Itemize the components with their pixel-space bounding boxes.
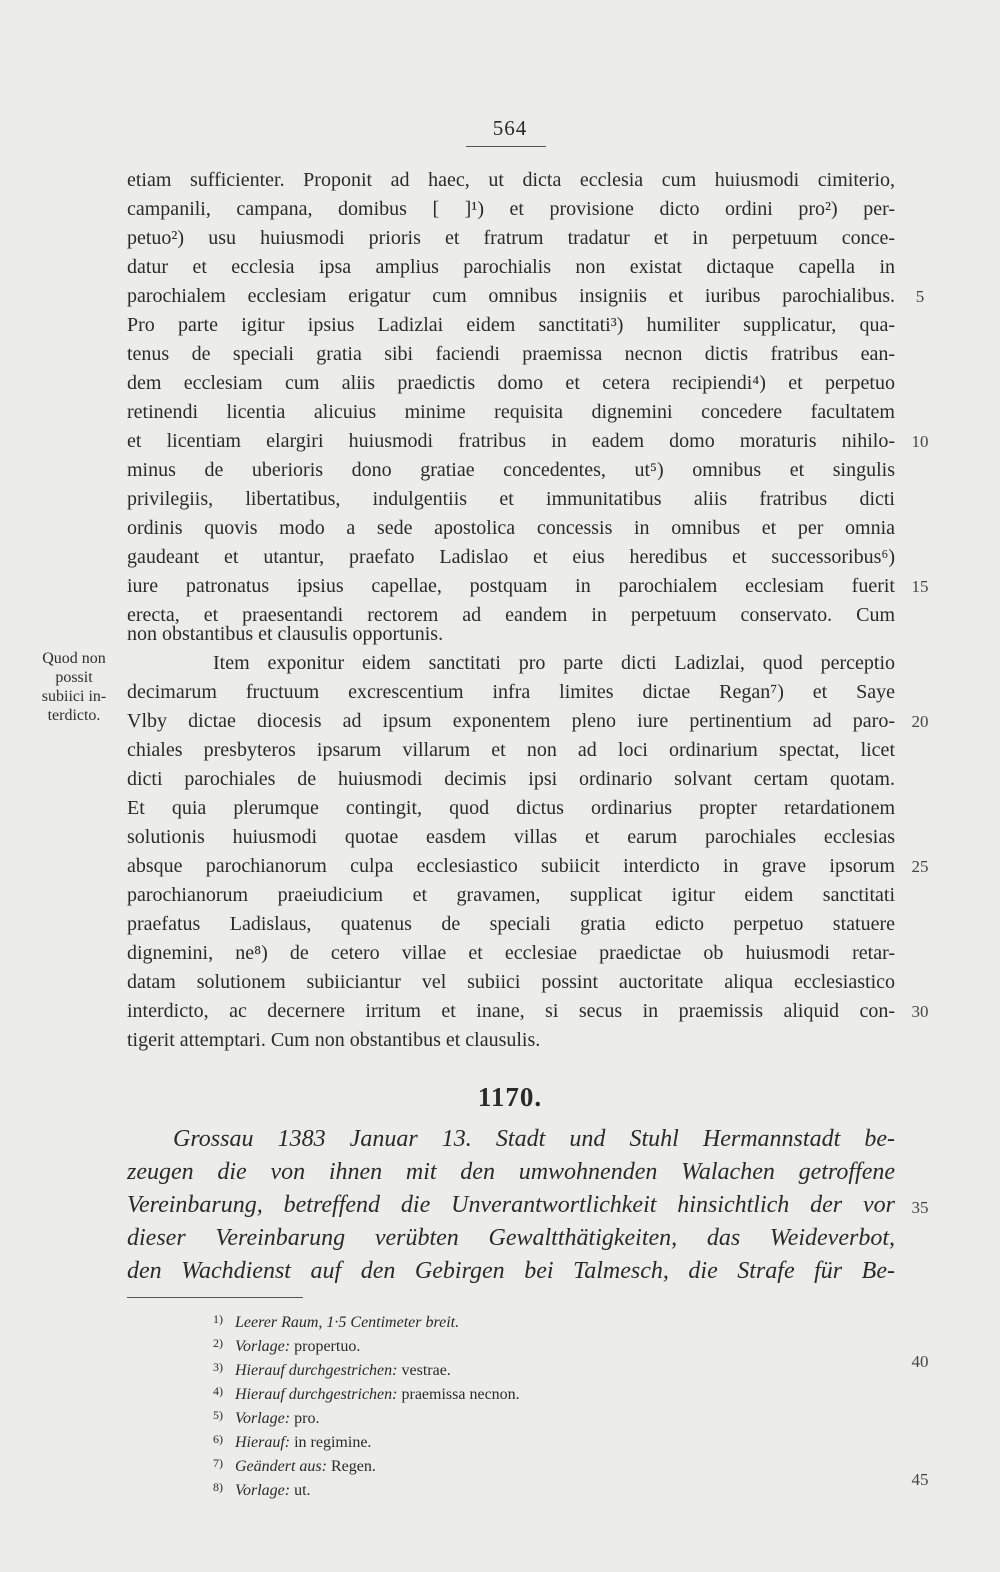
footnote-mark: 6): [213, 1432, 223, 1446]
body-line: retinendi licentia alicuius minime requisita dignemini concedere facultatem: [127, 401, 895, 423]
page-number: 564: [492, 116, 528, 140]
body-line: Item exponitur eidem sanctitati pro parte dicti Ladizlai, quod perceptio: [213, 652, 895, 674]
line-number: 30: [911, 1002, 929, 1021]
footnote-text: propertuo.: [294, 1338, 361, 1355]
footnote-text: pro.: [294, 1410, 320, 1427]
footnote: [213, 1403, 813, 1427]
line-number: 25: [911, 857, 929, 876]
line-number: 15: [911, 577, 929, 596]
footnote-mark: 3): [213, 1360, 223, 1374]
line-number: 5: [915, 287, 925, 306]
body-line: interdicto, ac decernere irritum et inane, si secus in praemissis aliquid con-: [127, 1000, 895, 1022]
body-line: non obstantibus et clausulis opportunis.: [127, 623, 444, 645]
footnote-mark: 2): [213, 1336, 223, 1350]
body-line: tigerit attemptari. Cum non obstantibus et clausulis.: [127, 1029, 541, 1051]
body-line: parochialem ecclesiam erigatur cum omnibus insigniis et iuribus parochialibus.: [127, 285, 895, 307]
body-line: dicti parochiales de huiusmodi decimis ipsi ordinario solvant certam quotam.: [127, 768, 895, 790]
footnote-text: vestrae.: [401, 1362, 451, 1379]
body-line: dem ecclesiam cum aliis praedictis domo et cetera recipiendi⁴) et perpetuo: [127, 372, 895, 394]
footnote-label: Vorlage:: [235, 1410, 291, 1427]
line-number: 40: [911, 1352, 929, 1371]
heading-line: den Wachdienst auf den Gebirgen bei Talmesch, die Strafe für Be-: [127, 1258, 895, 1284]
body-line: praefatus Ladislaus, quatenus de speciali gratia edicto perpetuo statuere: [127, 913, 895, 935]
body-line: Et quia plerumque contingit, quod dictus ordinarius propter retardationem: [127, 797, 895, 819]
footnote-label: Vorlage:: [235, 1338, 291, 1355]
body-line: et licentiam elargiri huiusmodi fratribus in eadem domo moraturis nihilo-: [127, 430, 895, 452]
footnote-text: ut.: [294, 1482, 311, 1499]
line-number: 35: [911, 1198, 929, 1217]
body-line: petuo²) usu huiusmodi prioris et fratrum tradatur et in perpetuum conce-: [127, 227, 895, 249]
footnote: [213, 1427, 813, 1451]
body-line: absque parochianorum culpa ecclesiastico subiicit interdicto in grave ipsorum: [127, 855, 895, 877]
document-number: 1170.: [477, 1082, 543, 1112]
body-line: parochianorum praeiudicium et gravamen, supplicat igitur eidem sanctitati: [127, 884, 895, 906]
footnote-mark: 4): [213, 1384, 223, 1398]
footnote-label: Geändert aus:: [235, 1458, 327, 1475]
margin-note-line: possit: [55, 669, 93, 686]
heading-line: Vereinbarung, betreffend die Unverantwortlichkeit hinsichtlich der vor: [127, 1192, 895, 1218]
line-number: 10: [911, 432, 929, 451]
footnote-mark: 7): [213, 1456, 223, 1470]
line-number: 45: [911, 1470, 929, 1489]
margin-note-line: terdicto.: [47, 707, 101, 724]
footnote: [213, 1307, 813, 1331]
body-line: gaudeant et utantur, praefato Ladislao et eius heredibus et successoribus⁶): [127, 546, 895, 568]
footnote-label: Hierauf:: [235, 1434, 291, 1451]
footnote-mark: 8): [213, 1480, 223, 1494]
footnote-rule: [127, 1297, 303, 1298]
footnote-text: in regimine.: [294, 1434, 372, 1451]
body-line: Pro parte igitur ipsius Ladizlai eidem sanctitati³) humiliter supplicatur, qua-: [127, 314, 895, 336]
body-line: etiam sufficienter. Proponit ad haec, ut dicta ecclesia cum huiusmodi cimiterio,: [127, 169, 895, 191]
body-line: decimarum fructuum excrescentium infra limites dictae Regan⁷) et Saye: [127, 681, 895, 703]
body-line: datam solutionem subiiciantur vel subiici possint auctoritate aliqua ecclesiastico: [127, 971, 895, 993]
footnote-text: praemissa necnon.: [401, 1386, 520, 1403]
body-line: chiales presbyteros ipsarum villarum et non ad loci ordinarium spectat, licet: [127, 739, 895, 761]
body-line: iure patronatus ipsius capellae, postquam in parochialem ecclesiam fuerit: [127, 575, 895, 597]
body-line: privilegiis, libertatibus, indulgentiis et immunitatibus aliis fratribus dicti: [127, 488, 895, 510]
body-line: minus de uberioris dono gratiae concedentes, ut⁵) omnibus et singulis: [127, 459, 895, 481]
footnote-label: Vorlage:: [235, 1482, 291, 1499]
heading-line: Grossau 1383 Januar 13. Stadt und Stuhl Hermannstadt be-: [173, 1126, 895, 1152]
footnote: [213, 1355, 813, 1379]
body-line: tenus de speciali gratia sibi faciendi praemissa necnon dictis fratribus ean-: [127, 343, 895, 365]
margin-note-line: subiici in-: [41, 688, 107, 705]
heading-line: zeugen die von ihnen mit den umwohnenden Walachen getroffene: [127, 1159, 895, 1185]
footnote-mark: 1): [213, 1312, 223, 1326]
line-number: 20: [911, 712, 929, 731]
margin-note: [22, 649, 126, 725]
page-number-rule: [466, 146, 546, 147]
footnote: [213, 1451, 813, 1475]
body-line: campanili, campana, domibus [ ]¹) et provisione dicto ordini pro²) per-: [127, 198, 895, 220]
footnote: [213, 1331, 813, 1355]
margin-note-line: Quod non: [42, 650, 106, 667]
body-line: Vlby dictae diocesis ad ipsum exponentem pleno iure pertinentium ad paro-: [127, 710, 895, 732]
body-line: dignemini, ne⁸) de cetero villae et ecclesiae praedictae ob huiusmodi retar-: [127, 942, 895, 964]
footnote-label: Hierauf durchgestrichen:: [235, 1386, 398, 1403]
body-line: solutionis huiusmodi quotae easdem villas et earum parochiales ecclesias: [127, 826, 895, 848]
footnote: [213, 1379, 813, 1403]
footnote-label: Leerer Raum, 1·5 Centimeter breit.: [235, 1314, 460, 1331]
body-line: datur et ecclesia ipsa amplius parochialis non existat dictaque capella in: [127, 256, 895, 278]
heading-line: dieser Vereinbarung verübten Gewaltthätigkeiten, das Weideverbot,: [127, 1225, 895, 1251]
footnote-text: Regen.: [330, 1458, 376, 1475]
footnote: [213, 1475, 813, 1499]
body-line: ordinis quovis modo a sede apostolica concessis in omnibus et per omnia: [127, 517, 895, 539]
footnote-mark: 5): [213, 1408, 223, 1422]
footnote-label: Hierauf durchgestrichen:: [235, 1362, 398, 1379]
body-line: erecta, et praesentandi rectorem ad eandem in perpetuum conservato. Cum: [127, 604, 895, 626]
